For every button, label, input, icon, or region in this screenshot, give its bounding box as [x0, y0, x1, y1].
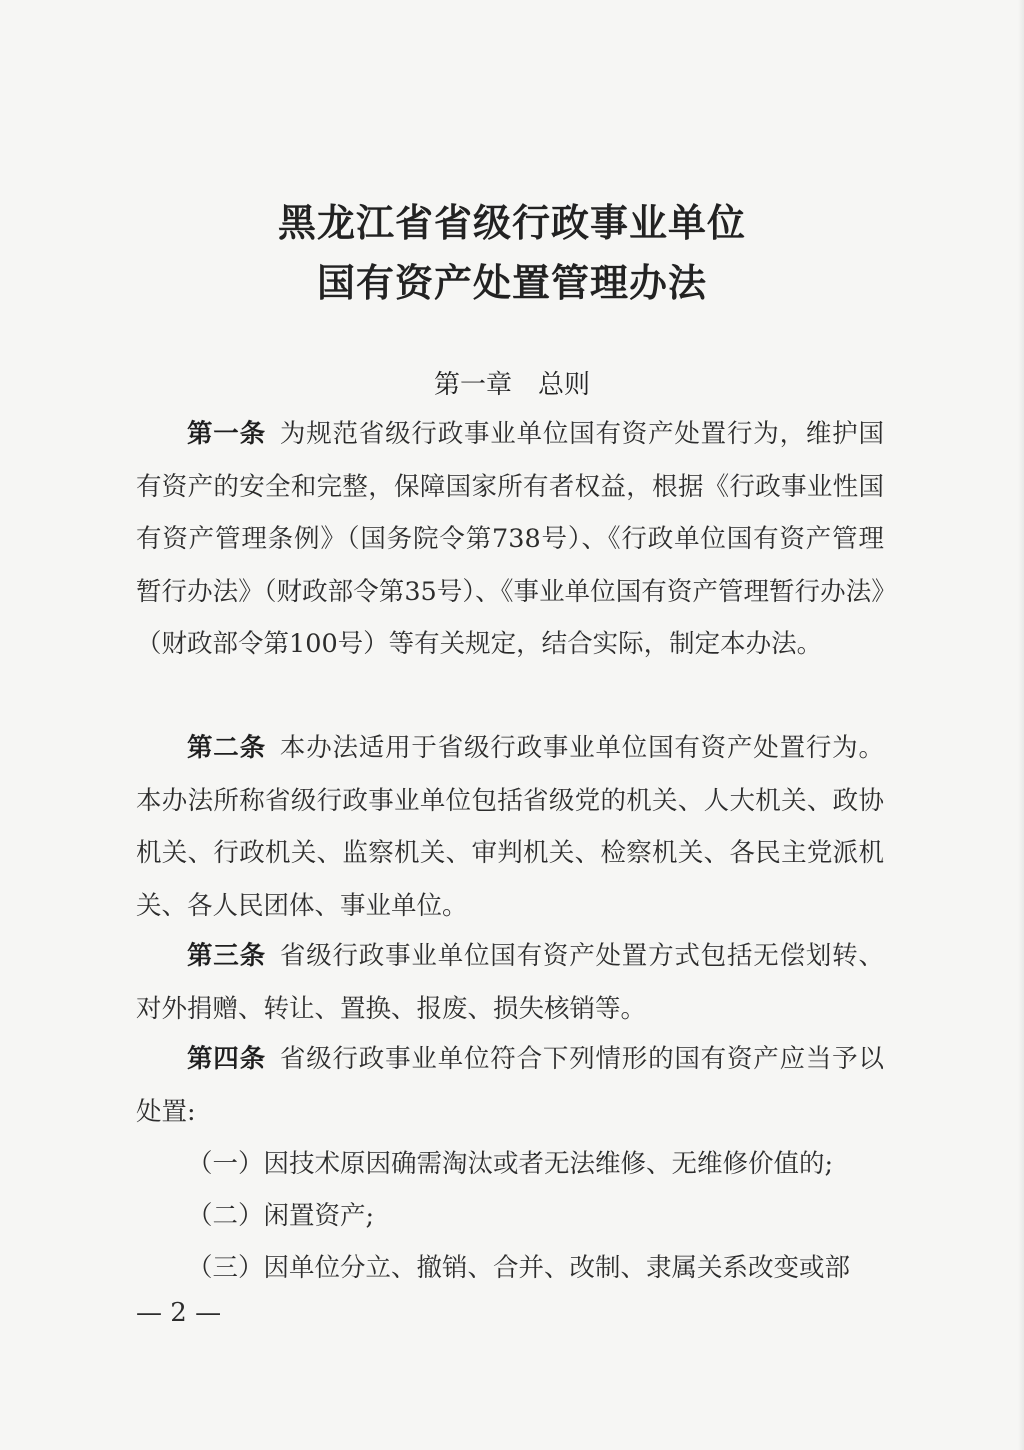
- chapter-heading: 第一章 总则: [433, 370, 590, 400]
- list-item-1: （一）因技术原因确需淘汰或者无法维修、无维修价值的;: [187, 1149, 834, 1179]
- article-1-label: 第一条: [187, 419, 266, 449]
- document-title-line-2: 国有资产处置管理办法: [316, 260, 707, 305]
- article-3: [136, 930, 884, 1035]
- scan-edge-shadow: [1018, 0, 1024, 1450]
- article-1-text: 为规范省级行政事业单位国有资产处置行为，维护国有资产的安全和完整，保障国家所有者权益，根据《行政事业性国有资产管理条例》（国务院令第738号）、《行政单位国有资产管理暂行办法》（财政部令第35号）、《事业单位国有资产管理暂行办法》（财政部令第100号）等有关规定，结合实际，制定本办法。: [136, 419, 884, 659]
- document-title-line-1: 黑龙江省省级行政事业单位: [277, 200, 746, 245]
- article-2: [136, 722, 884, 932]
- list-item-3: （三）因单位分立、撤销、合并、改制、隶属关系改变或部: [187, 1253, 851, 1283]
- article-2-label: 第二条: [187, 733, 266, 763]
- article-3-label: 第三条: [187, 941, 266, 971]
- article-4-label: 第四条: [187, 1044, 266, 1074]
- article-4: [136, 1033, 884, 1138]
- article-4-text: 省级行政事业单位符合下列情形的国有资产应当予以处置:: [136, 1044, 884, 1127]
- article-3-text: 省级行政事业单位国有资产处置方式包括无偿划转、对外捐赠、转让、置换、报废、损失核销等。: [136, 941, 884, 1024]
- article-2-text: 本办法适用于省级行政事业单位国有资产处置行为。本办法所称省级行政事业单位包括省级党的机关、人大机关、政协机关、行政机关、监察机关、审判机关、检察机关、各民主党派机关、各人民团体、事业单位。: [136, 733, 884, 921]
- list-item-2: （二）闲置资产;: [187, 1201, 375, 1231]
- page-number: — 2 —: [136, 1298, 222, 1328]
- article-1: [136, 408, 884, 671]
